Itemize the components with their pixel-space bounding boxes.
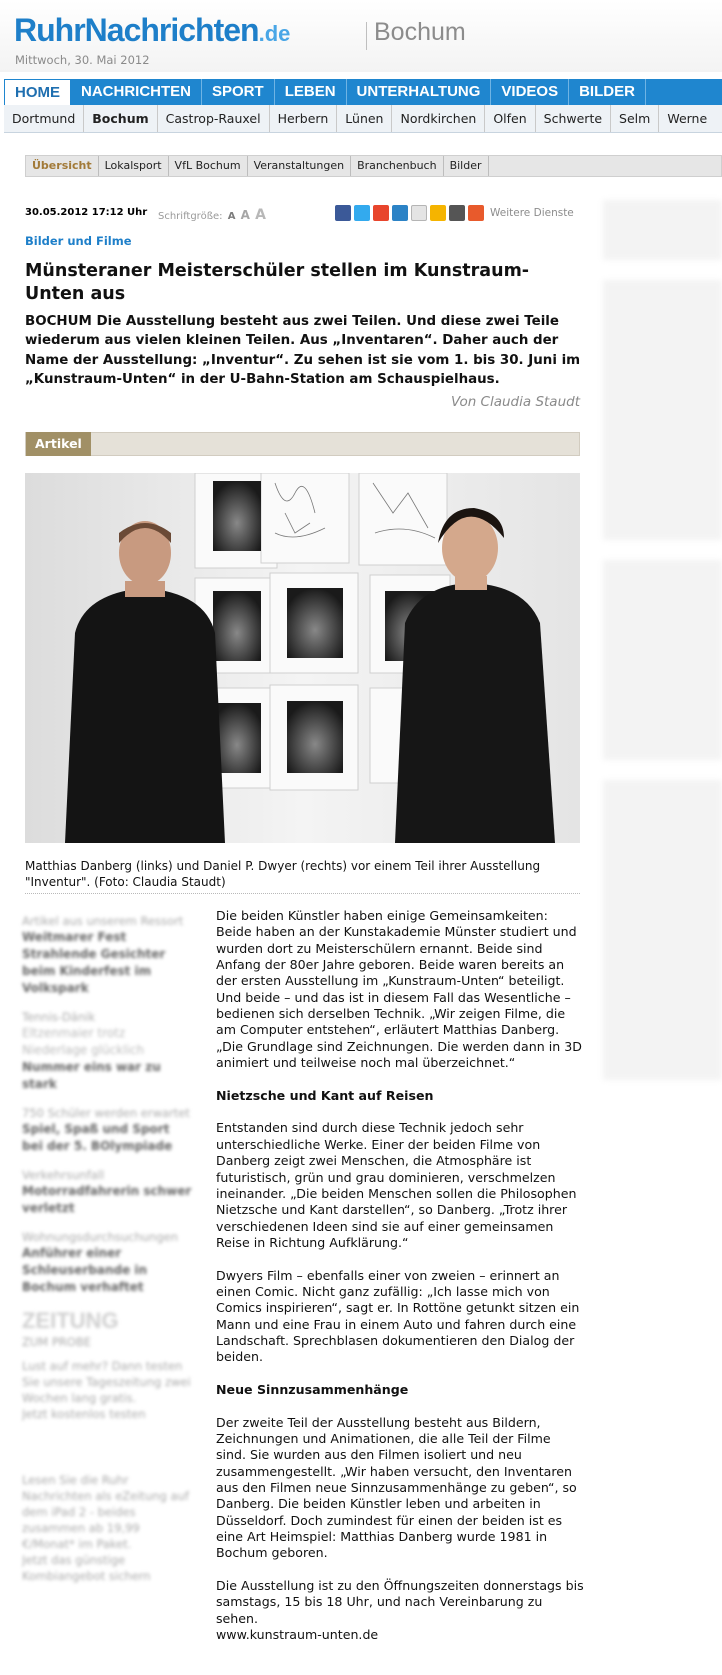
zeitung-promo[interactable]: ZEITUNG ZUM PROBE Lust auf mehr? Dann testen Sie unsere Tageszeitung zwei Wochen lang gratis. Jetzt kostenlos testen bbox=[22, 1308, 191, 1421]
related-item[interactable]: Artikel aus unserem Ressort Weitmarer Fest Strahlende Gesichter beim Kinderfest im Volkspark bbox=[22, 914, 184, 995]
nav-home[interactable]: HOME bbox=[4, 79, 71, 105]
article-paragraph: Die Ausstellung ist zu den Öffnungszeiten donnerstags bis samstags, 15 bis 18 Uhr, und nach Vereinbarung zu sehen. www.kunstraum-unten.de bbox=[216, 1578, 584, 1643]
city-nav-olfen[interactable]: Olfen bbox=[485, 105, 535, 132]
section-nav-uebersicht[interactable]: Übersicht bbox=[26, 156, 99, 176]
article-subheading: Neue Sinnzusammenhänge bbox=[216, 1381, 409, 1397]
city-nav-selm[interactable]: Selm bbox=[611, 105, 659, 132]
section-nav-bilder[interactable]: Bilder bbox=[444, 156, 489, 176]
section-nav-branchenbuch[interactable]: Branchenbuch bbox=[351, 156, 444, 176]
article-subheading: Nietzsche und Kant auf Reisen bbox=[216, 1087, 434, 1103]
article-meta bbox=[25, 205, 580, 223]
nav-nachrichten[interactable]: NACHRICHTEN bbox=[71, 79, 202, 105]
favorite-icon[interactable] bbox=[430, 205, 446, 221]
ezeitung-promo[interactable]: Lesen Sie die Ruhr Nachrichten als eZeitung auf dem iPad 2 - beides zusammen ab 19,99 €/Monat* im Paket. Jetzt das günstige Kombiangebot sichern bbox=[22, 1473, 189, 1583]
section-nav-veranstaltungen[interactable]: Veranstaltungen bbox=[248, 156, 352, 176]
nav-bilder[interactable]: BILDER bbox=[569, 79, 646, 105]
city-nav-werne[interactable]: Werne bbox=[667, 111, 708, 126]
exhibition-link[interactable]: www.kunstraum-unten.de bbox=[216, 1627, 379, 1643]
site-logo[interactable]: RuhrNachrichten.de bbox=[14, 12, 291, 48]
current-date: Mittwoch, 30. Mai 2012 bbox=[15, 53, 150, 67]
nav-unterhaltung[interactable]: UNTERHALTUNG bbox=[347, 79, 492, 105]
article-tabbar bbox=[25, 432, 580, 456]
facebook-icon[interactable] bbox=[335, 205, 351, 221]
article-author: Von Claudia Staudt bbox=[451, 394, 580, 410]
plus-icon[interactable] bbox=[468, 205, 484, 221]
city-nav-dortmund[interactable]: Dortmund bbox=[4, 105, 84, 132]
bookmark-icon[interactable] bbox=[373, 205, 389, 221]
twitter-icon[interactable] bbox=[354, 205, 370, 221]
photo-caption: Matthias Danberg (links) und Daniel P. Dwyer (rechts) vor einem Teil ihrer Ausstellung "Inventur". (Foto: Claudia Staudt) bbox=[25, 859, 541, 889]
article-headline: Münsteraner Meisterschüler stellen im Kunstraum-Unten aus bbox=[25, 261, 530, 304]
tab-artikel[interactable]: Artikel bbox=[26, 432, 91, 456]
main-nav bbox=[4, 79, 722, 105]
city-nav-schwerte[interactable]: Schwerte bbox=[536, 105, 611, 132]
city-nav-castrop-rauxel[interactable]: Castrop-Rauxel bbox=[158, 105, 270, 132]
section-nav-vfl-bochum[interactable]: VfL Bochum bbox=[169, 156, 248, 176]
related-item[interactable]: Wohnungsdurchsuchungen Anführer einer Schleuserbande in Bochum verhaftet bbox=[22, 1230, 178, 1294]
related-item[interactable]: Tennis-Dänik Eltzenmaier trotz Niederlage glücklich Nummer eins war zu stark bbox=[22, 1010, 161, 1091]
share-icons bbox=[335, 205, 484, 221]
print-icon[interactable] bbox=[449, 205, 465, 221]
caption-divider bbox=[25, 893, 580, 894]
article-paragraph: Dwyers Film – ebenfalls einer von zweien – erinnert an einen Comic. Nicht ganz zufällig: „Ich lasse mich von Comics inspirieren“, sagt er. In Rottöne getunkt sitzen ein Mann und eine Frau in einem Auto und fahren durch eine Landschaft. Sprechblasen dokumentieren den Dialog der beiden. bbox=[216, 1267, 580, 1365]
font-size-control bbox=[158, 207, 266, 223]
font-size-label: Schriftgröße: bbox=[158, 211, 223, 222]
city-nav-herbern[interactable]: Herbern bbox=[270, 105, 338, 132]
article-kicker: Bilder und Filme bbox=[25, 234, 132, 248]
article-timestamp: 30.05.2012 17:12 Uhr bbox=[25, 207, 148, 218]
article-paragraph: Die beiden Künstler haben einige Gemeinsamkeiten: Beide haben an der Kunstakademie Münster studiert und wurden dort zu Meisterschülern ernannt. Beide sind Anfang der 80er Jahre geboren. Beide waren bereits an der ersten Ausstellung im „Kunstraum-Unten“ beteiligt. Und beide – und das ist in diesem Fall das Wesentliche – bedienen sich derselben Technik. „Wir zeigen Filme, die am Computer entstehen“, erläutert Matthias Danberg. „Die Grundlage sind Zeichnungen. Die werden dann in 3D animiert und teilweise noch mal überzeichnet.“ bbox=[216, 908, 582, 1071]
more-services-link[interactable]: Weitere Dienste bbox=[490, 207, 574, 219]
network-icon[interactable] bbox=[392, 205, 408, 221]
site-header bbox=[0, 0, 722, 72]
city-nav-nordkirchen[interactable]: Nordkirchen bbox=[392, 105, 485, 132]
city-name: Bochum bbox=[374, 18, 466, 46]
related-sidebar bbox=[22, 913, 192, 1673]
article-lead: BOCHUM Die Ausstellung besteht aus zwei Teilen. Und diese zwei Teile wiederum aus vielen kleinen Teilen. Aus „Inventaren“. Daher auch der Name der Ausstellung: „Inventur“. Zu sehen ist sie vom 1. bis 30. Juni im „Kunstraum-Unten“ in der U-Bahn-Station am Schauspielhaus. bbox=[25, 314, 581, 388]
related-item[interactable]: Verkehrsunfall Motorradfahrerin schwer verletzt bbox=[22, 1168, 192, 1215]
city-nav-luenen[interactable]: Lünen bbox=[337, 105, 392, 132]
font-size-medium-button[interactable]: A bbox=[240, 208, 250, 222]
right-column-ads bbox=[603, 200, 722, 1675]
article-paragraph: Entstanden sind durch diese Technik jedoch sehr unterschiedliche Werke. Einer der beiden Filme von Danberg zeigt zwei Menschen, die Atmosphäre ist futuristisch, grün und grau dominieren, verschmelzen ineinander. „Die beiden Menschen sollen die Philosophen Nietzsche und Kant darstellen“, so Danberg. „Trotz ihrer verschiedenen Ideen sind sie auf einer gemeinsamen Reise in Richtung Aufklärung.“ bbox=[216, 1120, 577, 1250]
section-nav-lokalsport[interactable]: Lokalsport bbox=[99, 156, 169, 176]
font-size-small-button[interactable]: A bbox=[227, 211, 236, 222]
city-nav-bochum[interactable]: Bochum bbox=[84, 105, 157, 132]
nav-leben[interactable]: LEBEN bbox=[275, 79, 347, 105]
article-paragraph: Der zweite Teil der Ausstellung besteht aus Bildern, Zeichnungen und Animationen, die alle Teil der Filme sind. Sie wurden aus den Filmen isoliert und neu zusammengestellt. „Wir haben versucht, den Inventaren aus den Filmen neue Sinnzusammenhänge zu geben“, so Danberg. Die beiden Künstler leben und arbeiten in Düsseldorf. Doch zumindest für einen der beiden ist es eine Art Heimspiel: Matthias Danberg wurde 1981 in Bochum geboren. bbox=[216, 1414, 577, 1561]
city-nav bbox=[4, 105, 722, 133]
article-body bbox=[216, 908, 584, 1643]
font-size-large-button[interactable]: A bbox=[255, 207, 266, 223]
article-photo-image bbox=[25, 473, 580, 843]
article-photo[interactable] bbox=[25, 473, 580, 843]
email-icon[interactable] bbox=[411, 205, 427, 221]
nav-videos[interactable]: VIDEOS bbox=[491, 79, 569, 105]
section-nav bbox=[25, 155, 722, 177]
logo-divider bbox=[366, 22, 367, 50]
related-item[interactable]: 750 Schüler werden erwartet Spiel, Spaß und Sport bei der 5. BOlympiade bbox=[22, 1106, 190, 1153]
nav-sport[interactable]: SPORT bbox=[202, 79, 275, 105]
